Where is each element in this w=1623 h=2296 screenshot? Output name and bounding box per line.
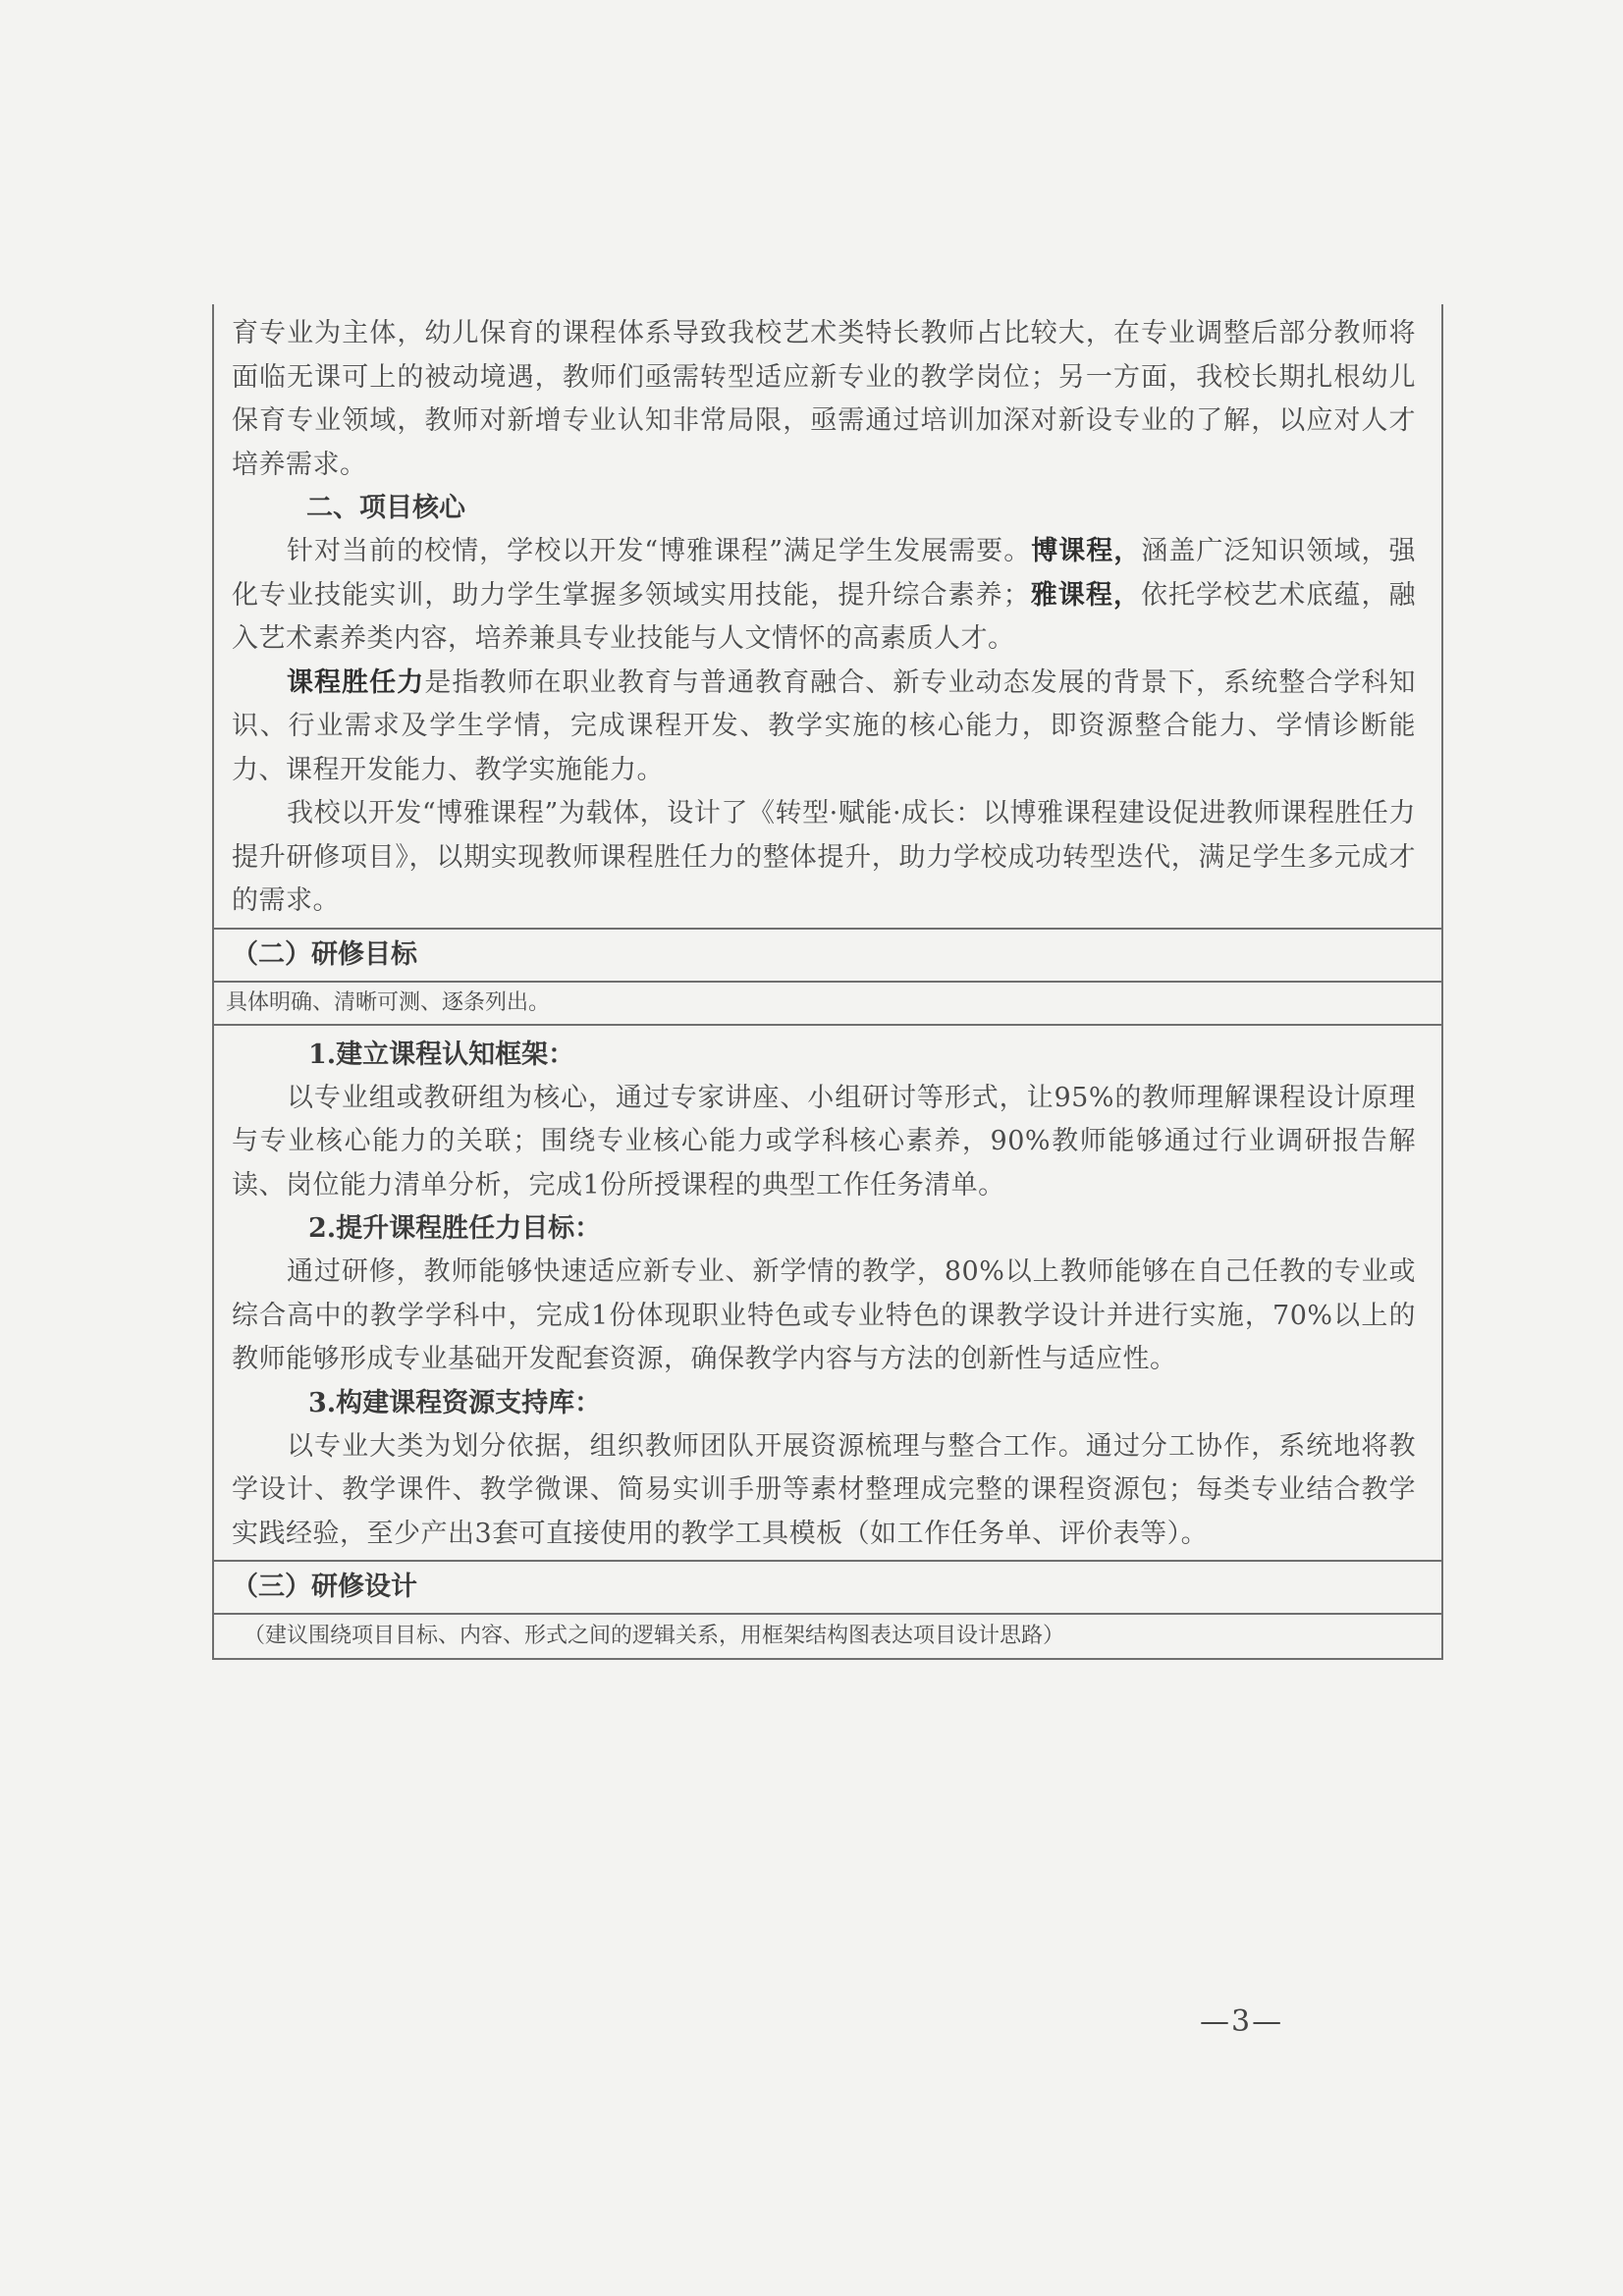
- core-heading: 二、项目核心: [306, 493, 465, 523]
- design-note: （建议围绕项目目标、内容、形式之间的逻辑关系，用框架结构图表达项目设计思路）: [243, 1624, 1065, 1648]
- ya-course-term: 雅课程，: [1030, 579, 1141, 611]
- goal-2-text: 通过研修，教师能够快速适应新专业、新学情的教学，80%以上教师能够在自己任教的专业或综合高中的教学学科中，完成1份体现职业特色或专业特色的课教学设计并进行实施，70%以上的教师能够形成专业基础开发配套资源，确保教学内容与方法的创新性与适应性。: [232, 1256, 1416, 1374]
- background-paragraph: 育专业为主体，幼儿保育的课程体系导致我校艺术类特长教师占比较大，在专业调整后部分教师将面临无课可上的被动境遇，教师们亟需转型适应新专业的教学岗位；另一方面，我校长期扎根幼儿保育专业领域，教师对新增专业认知非常局限，亟需通过培训加深对新设专业的了解，以应对人才培养需求。: [232, 318, 1416, 480]
- core-paragraph-3: 我校以开发“博雅课程”为载体，设计了《转型·赋能·成长：以博雅课程建设促进教师课程胜任力提升研修项目》，以期实现教师课程胜任力的整体提升，助力学校成功转型迭代，满足学生多元成才的需求。: [232, 798, 1416, 916]
- design-heading: （三）研修设计: [214, 1562, 1441, 1615]
- goal-3-text: 以专业大类为划分依据，组织教师团队开展资源梳理与整合工作。通过分工协作，系统地将教学设计、教学课件、教学微课、简易实训手册等素材整理成完整的课程资源包；每类专业结合教学实践经验，至少产出3套可直接使用的教学工具模板（如工作任务单、评价表等）。: [232, 1430, 1416, 1549]
- goals-note: 具体明确、清晰可测、逐条列出。: [214, 983, 1441, 1026]
- bo-course-term: 博课程，: [1031, 536, 1142, 566]
- core-paragraph-1: 针对当前的校情，学校以开发“博雅课程”满足学生发展需要。博课程，涵盖广泛知识领域，强化专业技能实训，助力学生掌握多领域实用技能，提升综合素养；雅课程，依托学校艺术底蕴，融入艺术素养类内容，培养兼具专业技能与人文情怀的高素质人才。: [232, 536, 1417, 654]
- form-table: [212, 304, 1443, 1660]
- page-number: —3—: [1200, 2004, 1284, 2039]
- goals-heading: （二）研修目标: [214, 930, 1441, 983]
- goal-1-title: 1.建立课程认知框架：: [308, 1039, 575, 1070]
- goals-content-cell: [214, 1026, 1441, 1563]
- goal-2-title: 2.提升课程胜任力目标：: [308, 1213, 602, 1244]
- core-paragraph-2: 课程胜任力是指教师在职业教育与普通教育融合、新专业动态发展的背景下，系统整合学科知识、行业需求及学生学情，完成课程开发、教学实施的核心能力，即资源整合能力、学情诊断能力、课程开发能力、教学实施能力。: [232, 667, 1416, 785]
- background-and-core-cell: [214, 304, 1441, 930]
- goal-3-title: 3.构建课程资源支持库：: [308, 1387, 602, 1418]
- goal-1-text: 以专业组或教研组为核心，通过专家讲座、小组研讨等形式，让95%的教师理解课程设计原理与专业核心能力的关联；围绕专业核心能力或学科核心素养，90%教师能够通过行业调研报告解读、岗位能力清单分析，完成1份所授课程的典型工作任务清单。: [232, 1082, 1416, 1201]
- competency-term: 课程胜任力: [287, 667, 425, 698]
